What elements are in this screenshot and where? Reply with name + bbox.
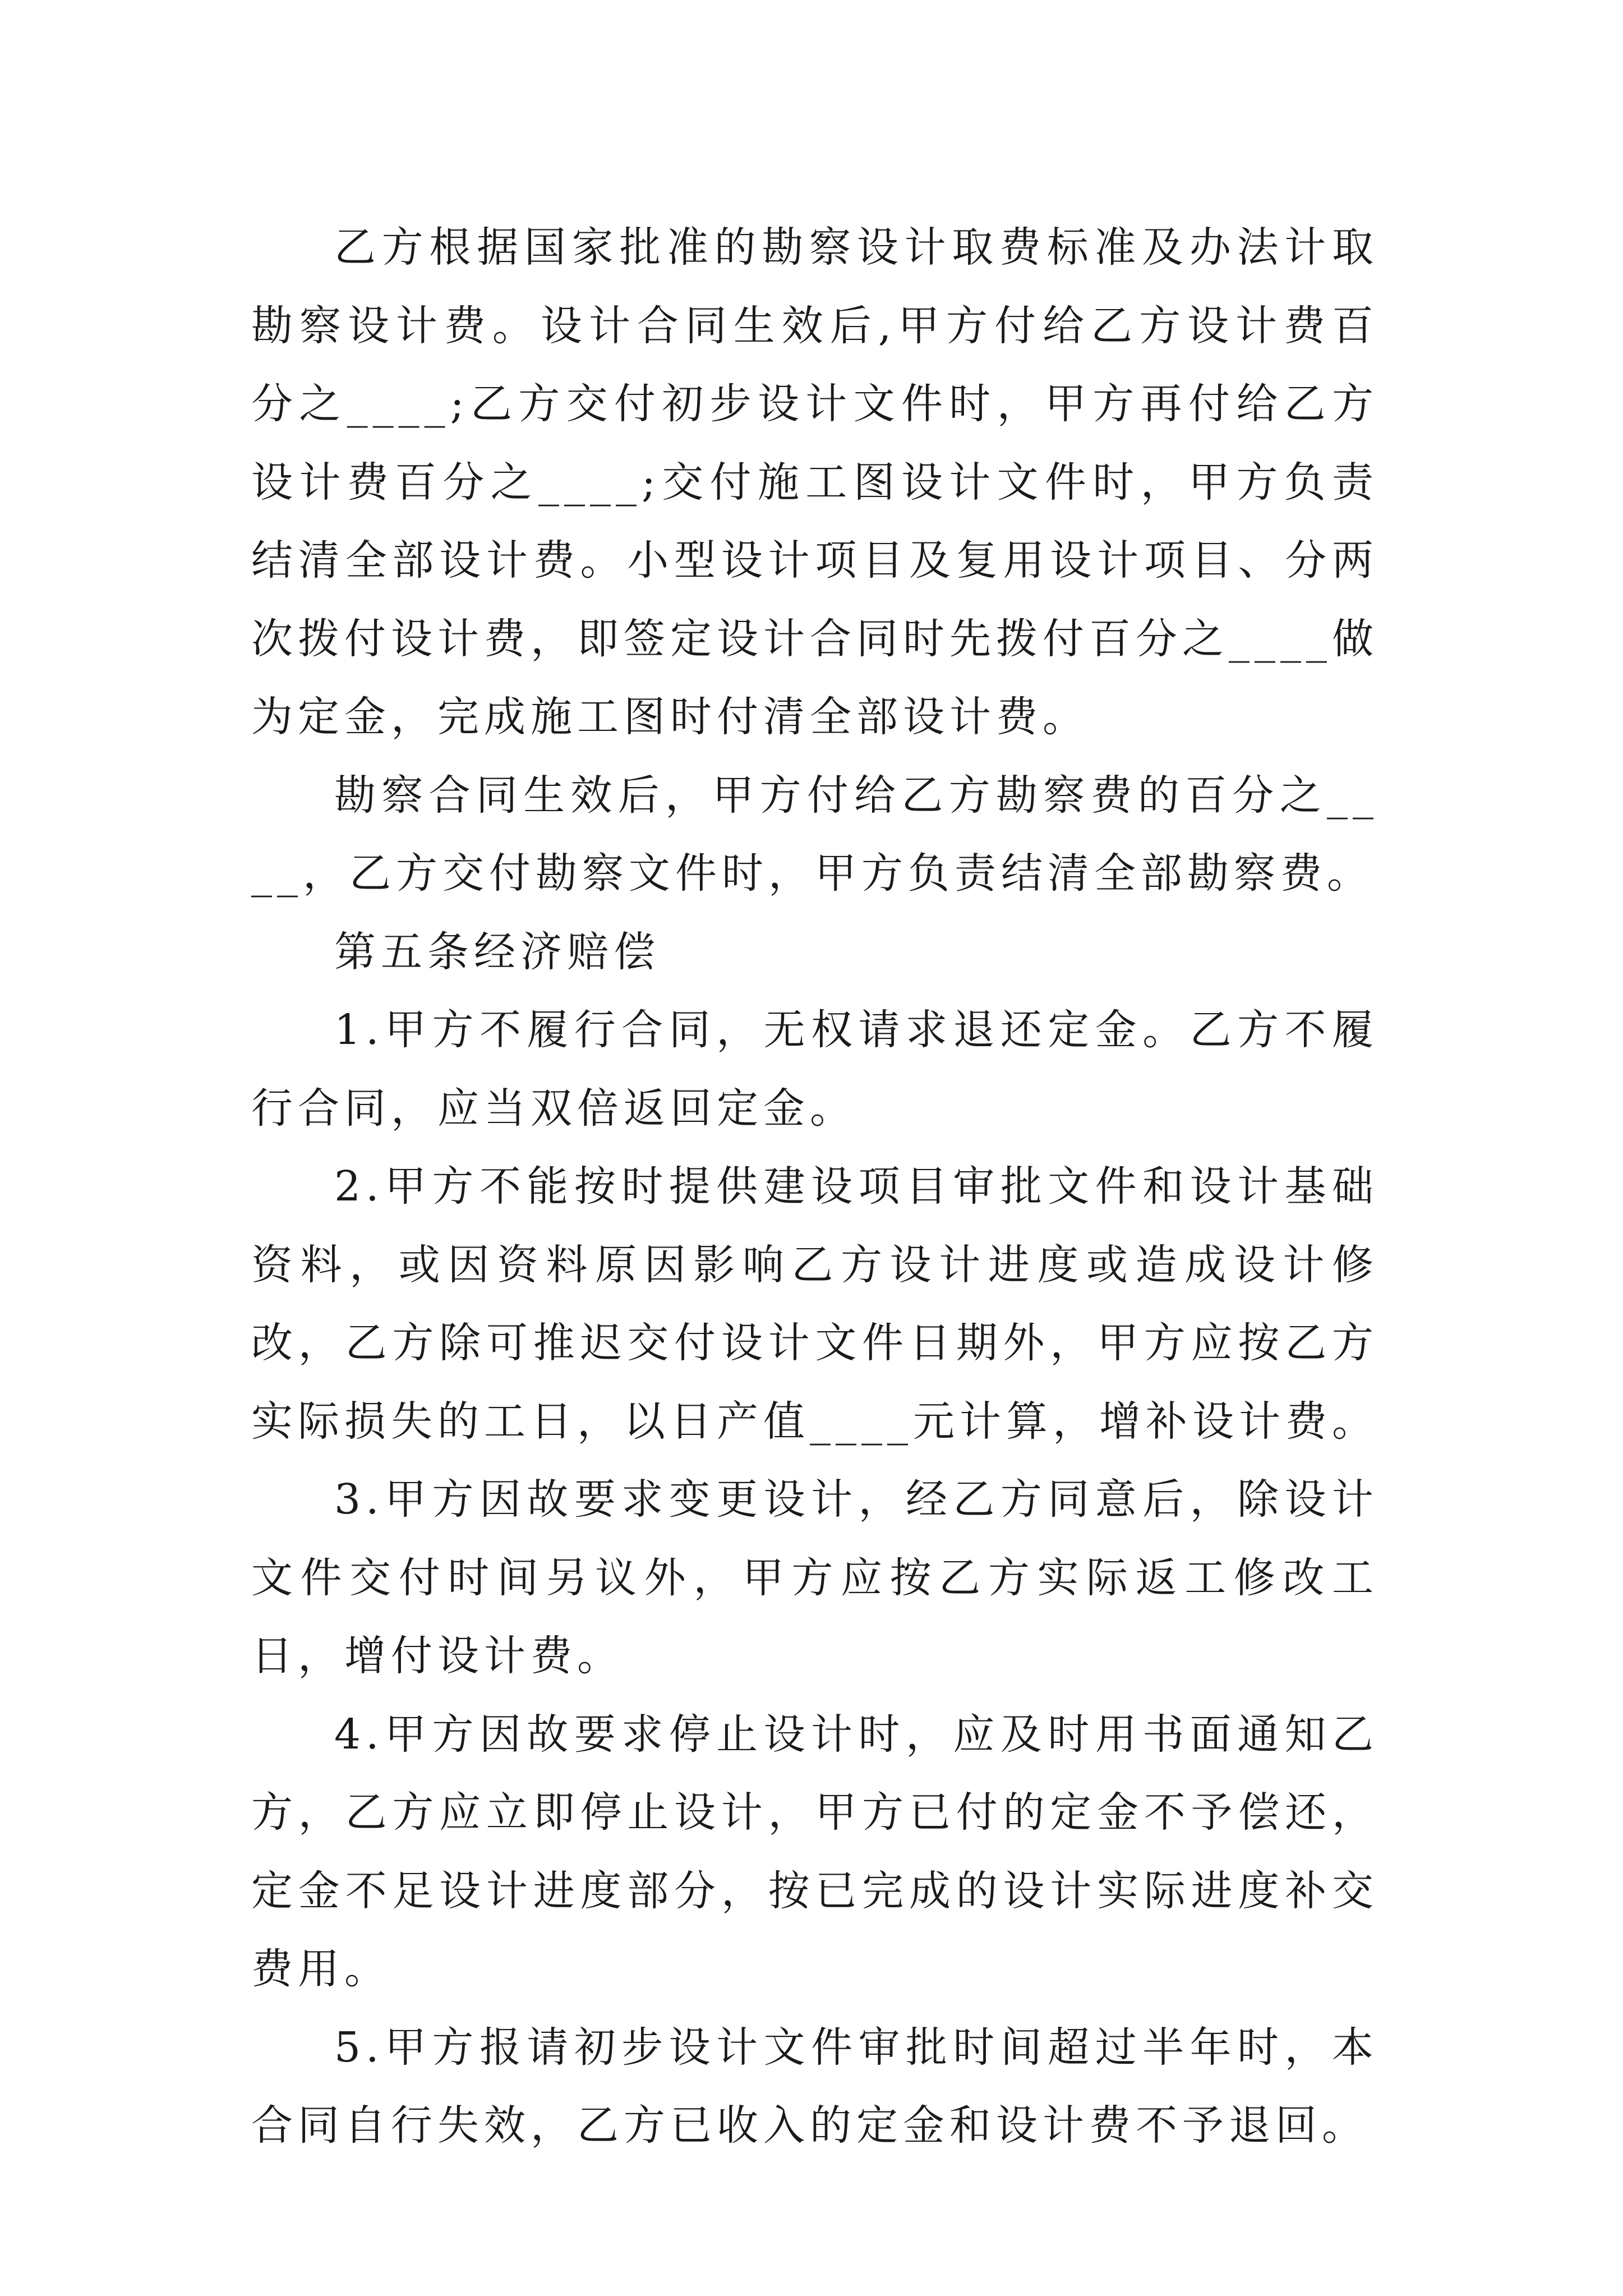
- document-page: [251, 209, 1378, 2165]
- clause-4: 4.甲方因故要求停止设计时，应及时用书面通知乙方，乙方应立即停止设计，甲方已付的定金不予偿还，定金不足设计进度部分，按已完成的设计实际进度补交费用。: [251, 1710, 1378, 1993]
- clause-1: 1.甲方不履行合同，无权请求退还定金。乙方不履行合同，应当双倍返回定金。: [251, 1006, 1378, 1133]
- clause-2: 2.甲方不能按时提供建设项目审批文件和设计基础资料，或因资料原因影响乙方设计进度或造成设计修改，乙方除可推迟交付设计文件日期外，甲方应按乙方实际损失的工日，以日产值____元计算，增补设计费。: [251, 1162, 1378, 1446]
- paragraph-design-fee: 乙方根据国家批准的勘察设计取费标准及办法计取勘察设计费。设计合同生效后,甲方付给乙方设计费百分之____;乙方交付初步设计文件时，甲方再付给乙方设计费百分之____;交付施工图设计文件时，甲方负责结清全部设计费。小型设计项目及复用设计项目、分两次拨付设计费，即签定设计合同时先拨付百分之____做为定金，完成施工图时付清全部设计费。: [251, 223, 1378, 741]
- paragraph-survey-fee: 勘察合同生效后，甲方付给乙方勘察费的百分之____，乙方交付勘察文件时，甲方负责结清全部勘察费。: [251, 771, 1378, 898]
- section-heading-article-5: 第五条经济赔偿: [334, 927, 660, 976]
- clause-5: 5.甲方报请初步设计文件审批时间超过半年时，本合同自行失效，乙方已收入的定金和设计费不予退回。: [251, 2023, 1378, 2150]
- clause-3: 3.甲方因故要求变更设计，经乙方同意后，除设计文件交付时间另议外，甲方应按乙方实际返工修改工日，增付设计费。: [251, 1475, 1378, 1680]
